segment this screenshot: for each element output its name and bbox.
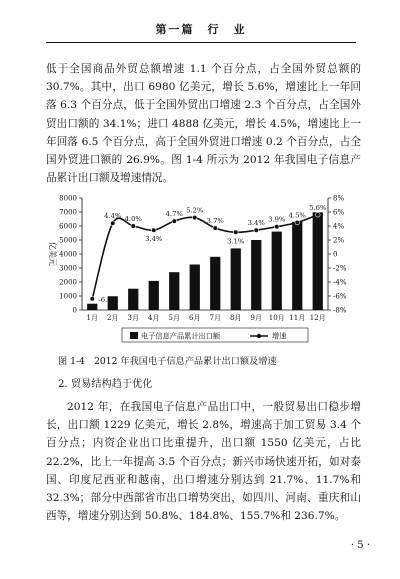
- bar: [149, 281, 159, 310]
- data-label: 4.4%: [104, 212, 122, 221]
- header-title: 第一篇 行 业: [155, 23, 247, 36]
- body-paragraph-2: [46, 398, 361, 525]
- y-right-tick-label: 0: [333, 250, 338, 259]
- growth-point: [315, 213, 320, 218]
- bar: [87, 304, 97, 310]
- x-tick-label: 7月: [209, 314, 221, 322]
- y-left-tick-label: 2000: [59, 278, 77, 287]
- data-label: 3.1%: [227, 237, 245, 246]
- legend-line-label: 增速: [272, 331, 287, 341]
- bar: [169, 272, 179, 310]
- y-right-tick-label: -6%: [333, 292, 347, 301]
- growth-point: [274, 224, 279, 229]
- body-paragraph-1: 低于全国商品外贸总额增速 1.1 个百分点，占全国外贸总额的 30.7%。其中，出口 6980 亿美元，增长 5.6%，增速比上一年回落 6.3 个百分点，低于全国外贸出口增速 2.3 个百分点，占全国外贸出口额的 34.1%；进口 4888 亿美元，增长 4.5%，增速比上一年回落 6.5 个百分点，高于全国外贸进口增速 0.2 个百分点，占全国外贸进口额的 26.9%。图 1-4 所示为 2012 年我国电子信息产品累计出口额及增速情况。: [46, 63, 361, 185]
- x-tick-label: 5月: [168, 314, 180, 322]
- body-paragraph-2-text: 2012 年，在我国电子信息产品出口中，一般贸易出口稳步增长，出口额 1229 亿美元，增长 2.8%，增速高于加工贸易 3.4 个百分点；内资企业出口比重提升，出口额 1550 亿美元，占比 22.2%，比上一年提高 3.5 个百分点；新兴市场快速开拓，如对泰国、印度尼西亚和越南，出口增速分别达到 21.7%、11.7%和 32.3%；部分中西部省市出口增势突出，如四川、河南、重庆和山西等，增速分别达到 50.8%、184.8%、155.7%和 236.7%。: [46, 401, 361, 523]
- section-heading: 2. 贸易结构趋于优化: [58, 379, 153, 390]
- data-label: 3.7%: [206, 217, 224, 226]
- bar: [313, 212, 323, 310]
- bar: [272, 232, 282, 310]
- growth-point: [172, 219, 177, 224]
- x-tick-label: 4月: [148, 314, 160, 322]
- growth-point: [131, 224, 136, 229]
- legend-line-marker: [257, 334, 261, 338]
- x-tick-label: 9月: [250, 314, 262, 322]
- growth-point: [254, 228, 259, 233]
- growth-point: [151, 228, 156, 233]
- bar: [231, 248, 241, 310]
- y-left-tick-label: 7000: [59, 208, 77, 217]
- data-label: 5.6%: [309, 203, 327, 212]
- bar: [292, 222, 302, 310]
- growth-point: [110, 221, 115, 226]
- y-left-tick-label: 4000: [59, 250, 77, 259]
- data-label: 3.9%: [268, 215, 286, 224]
- bar: [210, 257, 220, 310]
- x-tick-label: 1月: [86, 314, 98, 322]
- data-label: 4.5%: [288, 211, 306, 220]
- x-tick-label: 11月: [289, 314, 306, 322]
- data-label: 4.0%: [124, 215, 142, 223]
- y-axis-label: 亿美元: [48, 242, 57, 266]
- y-right-tick-label: 8%: [333, 194, 345, 203]
- x-tick-label: 6月: [189, 314, 201, 322]
- y-left-tick-label: 3000: [59, 264, 77, 273]
- y-left-tick-label: 6000: [59, 222, 77, 231]
- y-right-tick-label: 6%: [333, 208, 345, 217]
- growth-point: [192, 215, 197, 220]
- growth-point: [213, 226, 218, 231]
- x-tick-label: 12月: [309, 314, 326, 322]
- x-tick-label: 8月: [230, 314, 242, 322]
- y-left-tick-label: 0: [72, 306, 77, 315]
- data-label: 3.4%: [247, 219, 265, 228]
- growth-point: [90, 297, 95, 302]
- y-right-tick-label: -8%: [333, 306, 347, 315]
- data-label: 5.2%: [186, 206, 204, 215]
- bar: [128, 289, 138, 310]
- chart-svg: [40, 192, 370, 352]
- legend-bar-swatch: [130, 332, 138, 339]
- y-right-tick-label: -2%: [333, 264, 347, 273]
- export-chart: [40, 192, 370, 352]
- growth-point: [233, 230, 238, 235]
- data-label: -6.4%: [98, 295, 119, 304]
- y-right-tick-label: 2%: [333, 236, 345, 245]
- y-right-tick-label: -4%: [333, 278, 347, 287]
- x-tick-label: 10月: [268, 314, 285, 322]
- data-label: 4.7%: [165, 210, 183, 219]
- figure-caption: 图 1-4 2012 年我国电子信息产品累计出口额及增速: [58, 356, 277, 367]
- y-right-tick-label: 4%: [333, 222, 345, 231]
- legend-bar-label: 电子信息产品累计出口额: [141, 331, 221, 341]
- y-left-tick-label: 5000: [59, 236, 77, 245]
- growth-point: [295, 220, 300, 225]
- bar: [190, 265, 200, 311]
- page-number: · 5 ·: [350, 540, 370, 551]
- page-header: [46, 20, 356, 43]
- y-left-tick-label: 8000: [59, 194, 77, 203]
- x-tick-label: 2月: [107, 314, 119, 322]
- x-tick-label: 3月: [127, 314, 139, 322]
- y-left-tick-label: 1000: [59, 292, 77, 301]
- bar: [251, 240, 261, 310]
- growth-line: [92, 215, 318, 299]
- data-label: 3.4%: [145, 235, 163, 244]
